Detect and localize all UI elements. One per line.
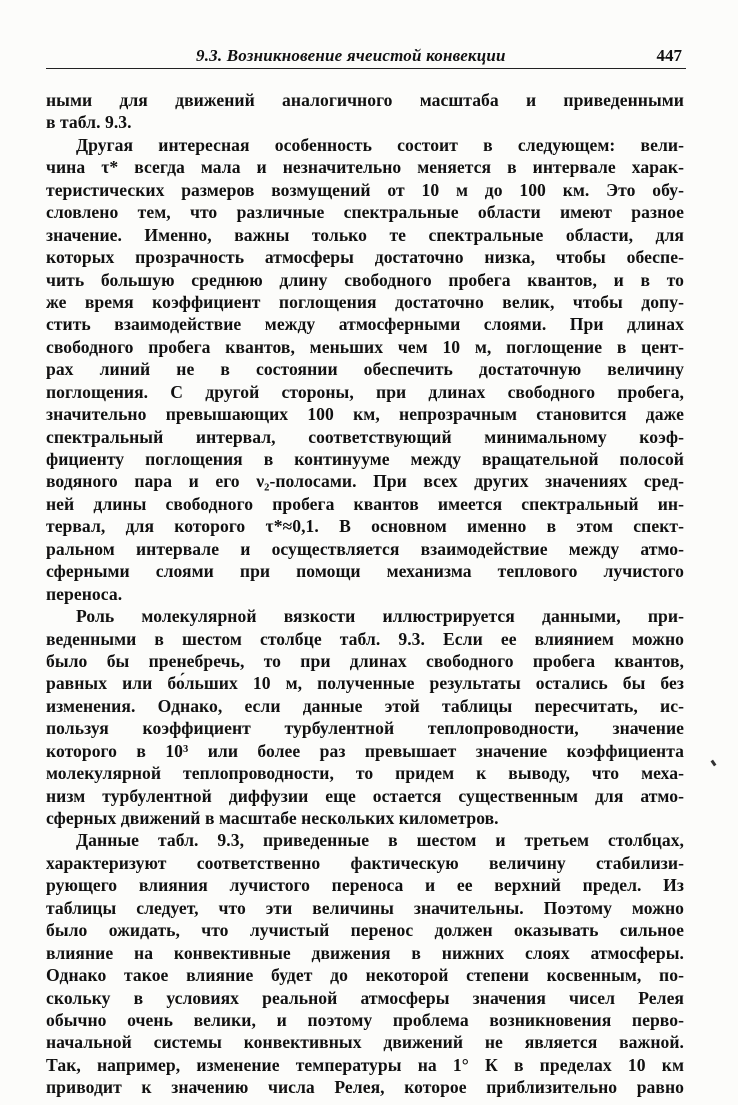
text-line: в табл. 9.3. — [46, 112, 132, 133]
text-line: которого в 10³ или более раз превышает значение коэффициента — [46, 740, 684, 761]
text-line: ральном интервале и осуществляется взаимодействие между атмо- — [46, 538, 684, 559]
text-line: низм турбулентной диффузии еще остается существенным для атмо- — [46, 785, 684, 806]
text-line: значение. Именно, важны только те спектральные области, для — [46, 224, 684, 245]
body-text — [46, 89, 684, 1099]
text-line: рующего влияния лучистого переноса и ее верхний предел. Из — [46, 875, 684, 896]
text-line: изменения. Однако, если данные этой таблицы пересчитать, ис- — [46, 695, 684, 716]
page-number: 447 — [656, 46, 682, 65]
text-line: поглощения. С другой стороны, при длинах свободного пробега, — [46, 381, 684, 402]
text-line: значительно превышающих 100 км, непрозрачным становится даже — [46, 404, 684, 425]
text-line: водяного пара и его ν₂-полосами. При всех других значениях сред- — [46, 471, 684, 492]
text-line: таблицы следует, что эти величины значительны. Поэтому можно — [46, 897, 684, 918]
text-line: скольку в условиях реальной атмосферы значения чисел Релея — [46, 987, 684, 1008]
text-line: фициенту поглощения в континууме между вращательной полосой — [46, 449, 684, 469]
text-line: теристических размеров возмущений от 10 м до 100 км. Это обу- — [46, 179, 684, 200]
text-line: переноса. — [46, 583, 123, 604]
text-line: было ожидать, что лучистый перенос должен оказывать сильное — [46, 920, 684, 941]
text-line: характеризуют соответственно фактическую величину стабилизи- — [46, 852, 684, 873]
running-header — [46, 40, 686, 68]
text-line: чина τ* всегда мала и незначительно меняется в интервале харак- — [46, 157, 684, 178]
text-line: же время коэффициент поглощения достаточно велик, чтобы допу- — [46, 291, 684, 312]
section-title: 9.3. Возникновение ячеистой конвекции — [196, 46, 506, 65]
text-line: свободного пробега квантов, меньших чем 10 м, поглощение в цент- — [46, 336, 684, 357]
header-rule — [46, 68, 686, 69]
text-line: молекулярной теплопроводности, то придем к выводу, что меха- — [46, 763, 684, 784]
text-line: сферных движений в масштабе нескольких километров. — [46, 808, 499, 828]
text-line: веденными в шестом столбце табл. 9.3. Если ее влиянием можно — [46, 628, 684, 649]
text-line: Роль молекулярной вязкости иллюстрируется данными, при- — [76, 606, 684, 627]
text-line: Однако такое влияние будет до некоторой степени косвенным, по- — [46, 965, 684, 986]
text-line: словлено тем, что различные спектральные области имеют разное — [46, 202, 684, 223]
text-line: пользуя коэффициент турбулентной теплопроводности, значение — [46, 718, 684, 739]
text-line: приводит к значению числа Релея, которое приблизительно равно — [46, 1077, 684, 1098]
text-line: Данные табл. 9.3, приведенные в шестом и третьем столбцах, — [76, 830, 684, 851]
text-line: влияние на конвективные движения в нижних слоях атмосферы. — [46, 942, 684, 963]
text-line: стить взаимодействие между атмосферными слоями. При длинах — [46, 314, 684, 335]
text-line: было бы пренебречь, то при длинах свободного пробега квантов, — [46, 650, 684, 671]
text-line: обычно очень велики, и поэтому проблема возникновения перво- — [46, 1009, 684, 1030]
text-line: чить большую среднюю длину свободного пробега квантов, и в то — [46, 269, 684, 290]
text-line: сферными слоями при помощи механизма теплового лучистого — [46, 561, 684, 582]
text-line: начальной системы конвективных движений не является важной. — [46, 1032, 684, 1053]
text-line: Так, например, изменение температуры на 1° К в пределах 10 км — [46, 1054, 684, 1075]
text-line: ней длины свободного пробега квантов имеется спектральный ин- — [46, 493, 684, 514]
text-line: Другая интересная особенность состоит в следующем: вели- — [76, 134, 684, 155]
text-line: равных или бо́льших 10 м, полученные результаты остались бы без — [46, 673, 684, 694]
text-line: которых прозрачность атмосферы достаточно низка, чтобы обеспе- — [46, 247, 684, 268]
print-speck — [711, 760, 717, 767]
text-line: рах линий не в состоянии обеспечить достаточную величину — [46, 359, 684, 380]
text-line: тервал, для которого τ*≈0,1. В основном именно в этом спект- — [46, 516, 684, 537]
text-line: ными для движений аналогичного масштаба и приведенными — [46, 90, 684, 110]
text-line: спектральный интервал, соответствующий минимальному коэф- — [46, 426, 684, 447]
